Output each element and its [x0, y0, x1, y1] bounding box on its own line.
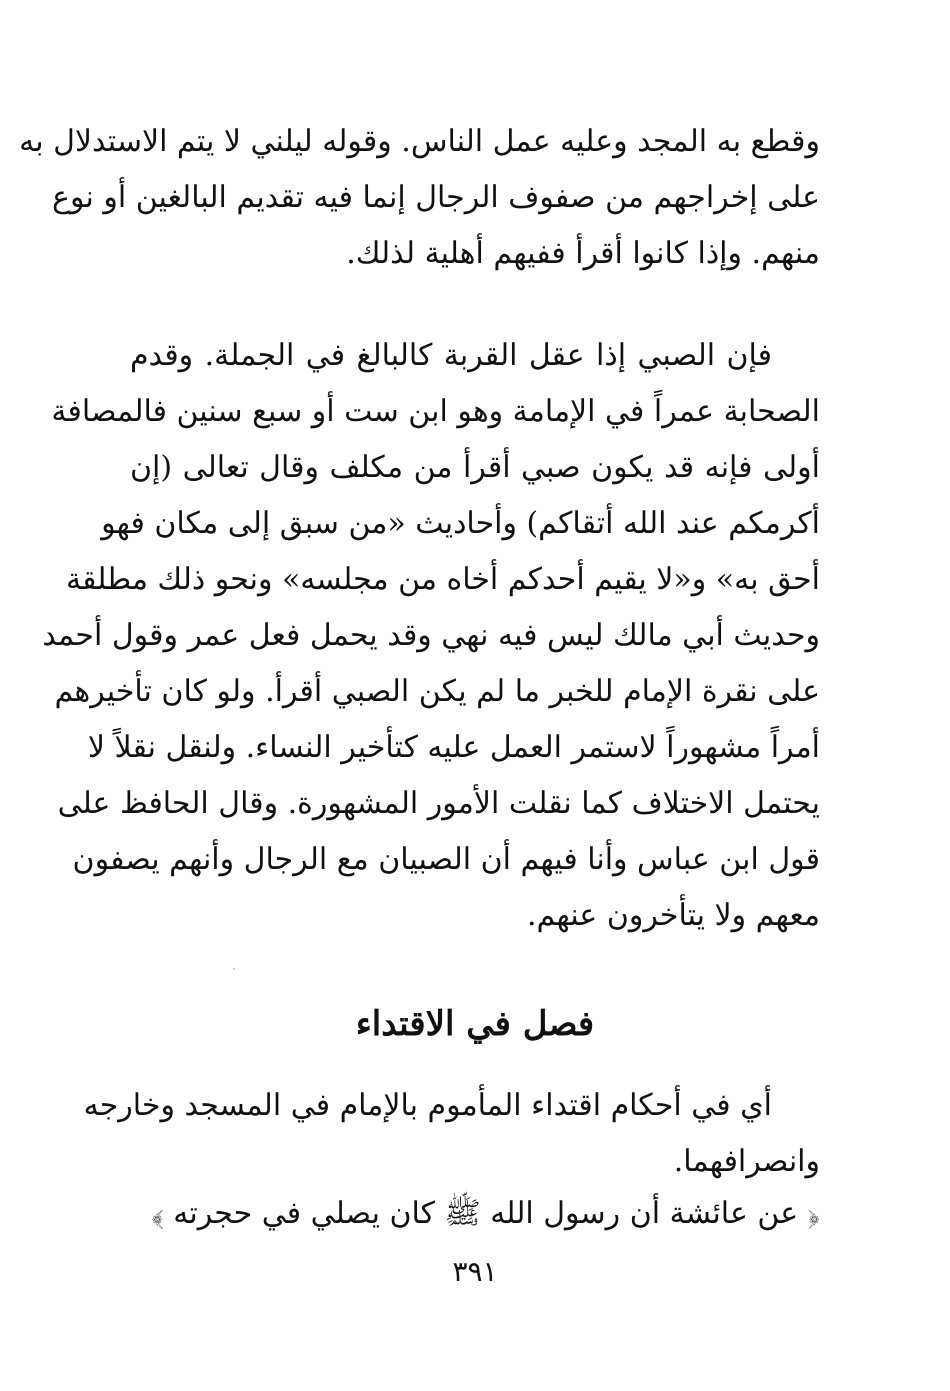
section-heading: فصل في الاقتداء [355, 1004, 595, 1044]
text-line: يحتمل الاختلاف كما نقلت الأمور المشهورة. وقال الحافظ على [57, 786, 820, 821]
text-line: أي في أحكام اقتداء المأموم بالإمام في المسجد وخارجه [83, 1088, 772, 1123]
text-line: الصحابة عمراً في الإمامة وهو ابن ست أو سبع سنين فالمصافة [51, 394, 820, 429]
paragraph-3 [83, 1078, 820, 1190]
text-line: أمراً مشهوراً لاستمر العمل عليه كتأخير النساء. ولنقل نقلاً لا [87, 730, 820, 765]
text-line: وانصرافهما. [673, 1144, 820, 1179]
text-line: وقطع به المجد وعليه عمل الناس. وقوله ليلني لا يتم الاستدلال به [19, 124, 820, 159]
text-line: أكرمكم عند الله أتقاكم) وأحاديث «من سبق إلى مكان فهو [101, 506, 820, 541]
text-line: أحق به» و«لا يقيم أحدكم أخاه من مجلسه» ونحو ذلك مطلقة [66, 562, 820, 597]
text-line: على نقرة الإمام للخبر ما لم يكن الصبي أقرأ. ولو كان تأخيرهم [54, 674, 820, 709]
page-number: ٣٩١ [452, 1255, 498, 1288]
text-line: وحديث أبي مالك ليس فيه نهي وقد يحمل فعل عمر وقول أحمد [42, 618, 820, 653]
print-speck [233, 968, 235, 970]
text-line: منهم. وإذا كانوا أقرأ ففيهم أهلية لذلك. [346, 236, 820, 271]
text-line: فإن الصبي إذا عقل القربة كالبالغ في الجملة. وقدم [130, 338, 772, 373]
paragraph-1 [19, 114, 820, 282]
text-line: معهم ولا يتأخرون عنهم. [527, 898, 820, 933]
paragraph-2 [42, 328, 820, 944]
text-line: أولى فإنه قد يكون صبي أقرأ من مكلف وقال تعالى (إن [130, 450, 820, 485]
hadith-quote: ﴿ عن عائشة أن رسول الله ﷺ كان يصلي في حجرته ﴾ [151, 1196, 820, 1231]
text-line: على إخراجهم من صفوف الرجال إنما فيه تقديم البالغين أو نوع [52, 180, 820, 215]
text-line: قول ابن عباس وأنا فيهم أن الصبيان مع الرجال وأنهم يصفون [72, 842, 820, 877]
